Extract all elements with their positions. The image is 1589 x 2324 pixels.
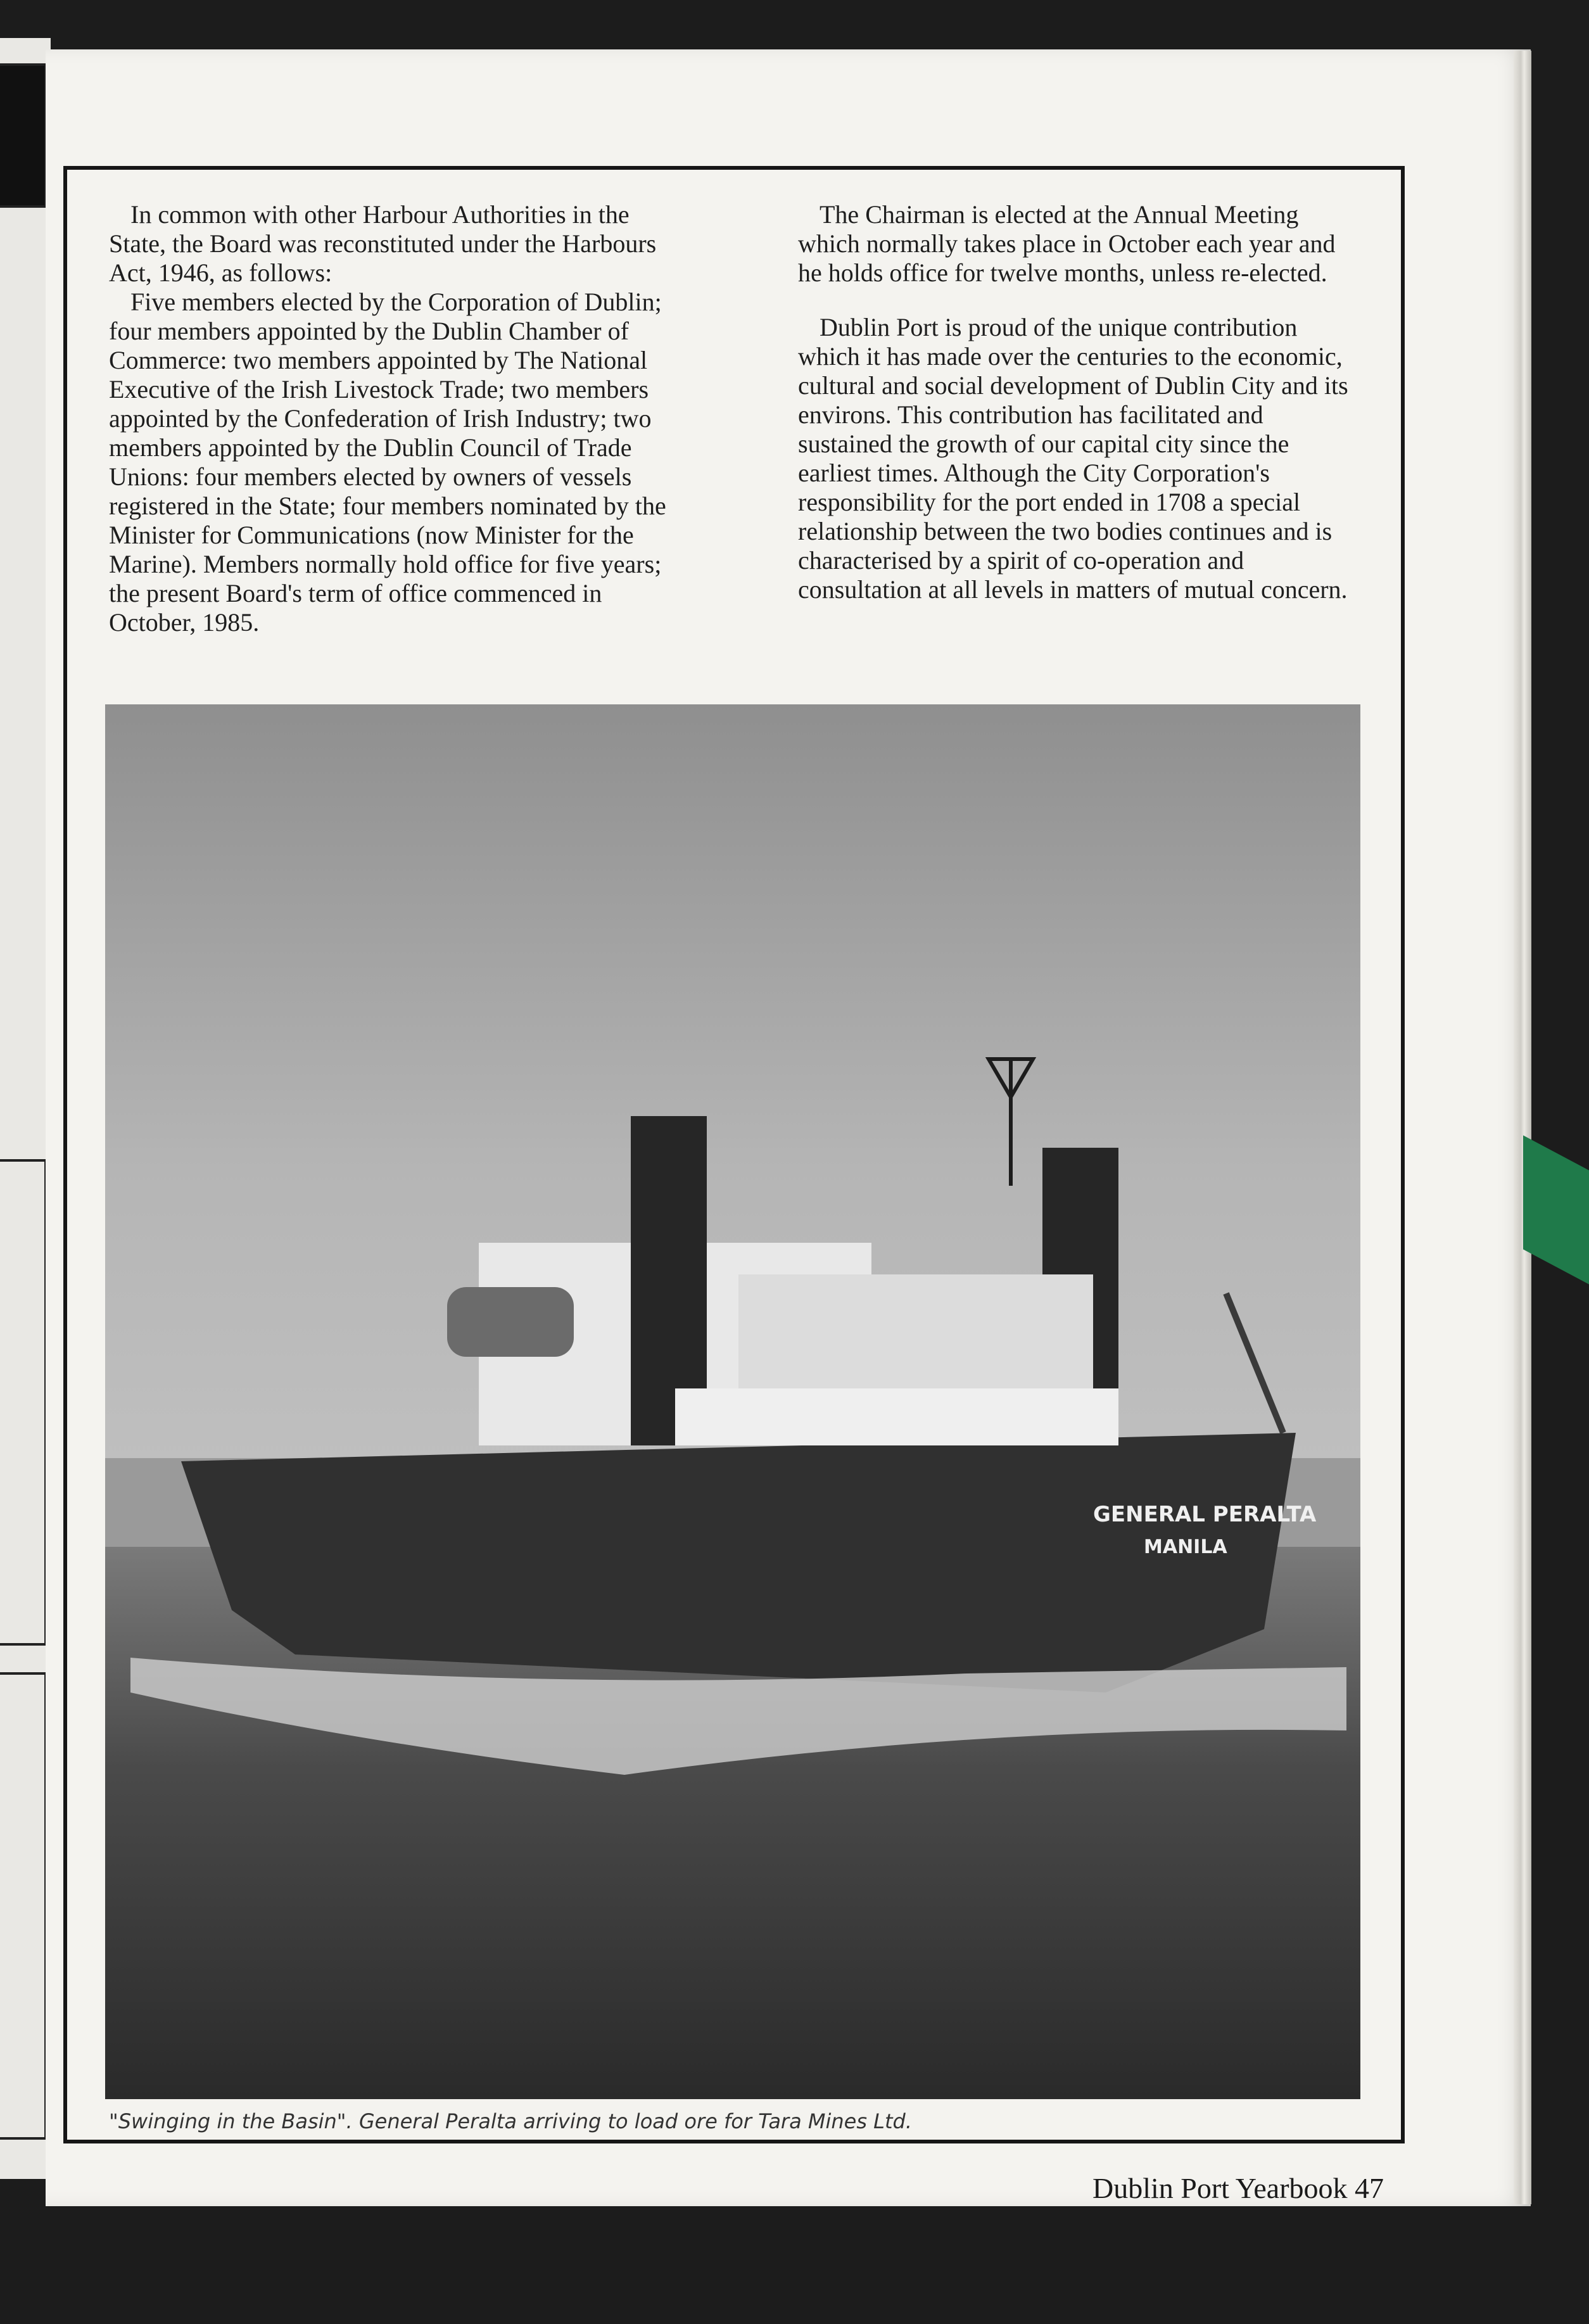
- page-footer: Dublin Port Yearbook 47: [1092, 2172, 1384, 2204]
- svg-text:GENERAL PERALTA: GENERAL PERALTA: [1093, 1502, 1317, 1527]
- previous-page-edge: [0, 38, 51, 2179]
- photo-caption: "Swinging in the Basin". General Peralta arriving to load ore for Tara Mines Ltd.: [109, 2109, 913, 2133]
- right-paragraph-1: The Chairman is elected at the Annual Meeting which normally takes place in October each year and he holds office for twelve months, unless re-elected.: [798, 200, 1336, 287]
- ship-photo: [105, 704, 1360, 2099]
- page-stack-edge: [1514, 51, 1531, 2204]
- right-column: [798, 200, 1355, 604]
- edge-mark: [0, 1672, 47, 2140]
- edge-mark: [0, 63, 47, 208]
- left-paragraph-2: Five members elected by the Corporation of Dublin; four members appointed by the Dublin Chamber of Commerce: two members appointed by The National Executive of the Irish Livestock Trade; two members appointed by the Confederation of Irish Industry; two members appointed by the Dublin Council of Trade Unions: four members elected by owners of vessels registered in the State; four members nominated by the Minister for Communications (now Minister for the Marine). Members normally hold office for five years; the present Board's term of office commenced in October, 1985.: [109, 288, 666, 637]
- svg-text:MANILA: MANILA: [1144, 1536, 1227, 1558]
- right-paragraph-2: Dublin Port is proud of the unique contribution which it has made over the centuries to the economic, cultural and social development of Dublin City and its environs. This contribution has facilitated and sustained the growth of our capital city since the earliest times. Although the City Corporation's responsibility for the port ended in 1708 a special relationship between the two bodies continues and is characterised by a spirit of co-operation and consultation at all levels in matters of mutual concern.: [798, 313, 1348, 604]
- green-tab: [1523, 1135, 1589, 1284]
- left-paragraph-1: In common with other Harbour Authorities in the State, the Board was reconstituted under the Harbours Act, 1946, as follows:: [109, 200, 657, 287]
- edge-mark: [0, 1159, 47, 1646]
- left-column: [109, 200, 679, 637]
